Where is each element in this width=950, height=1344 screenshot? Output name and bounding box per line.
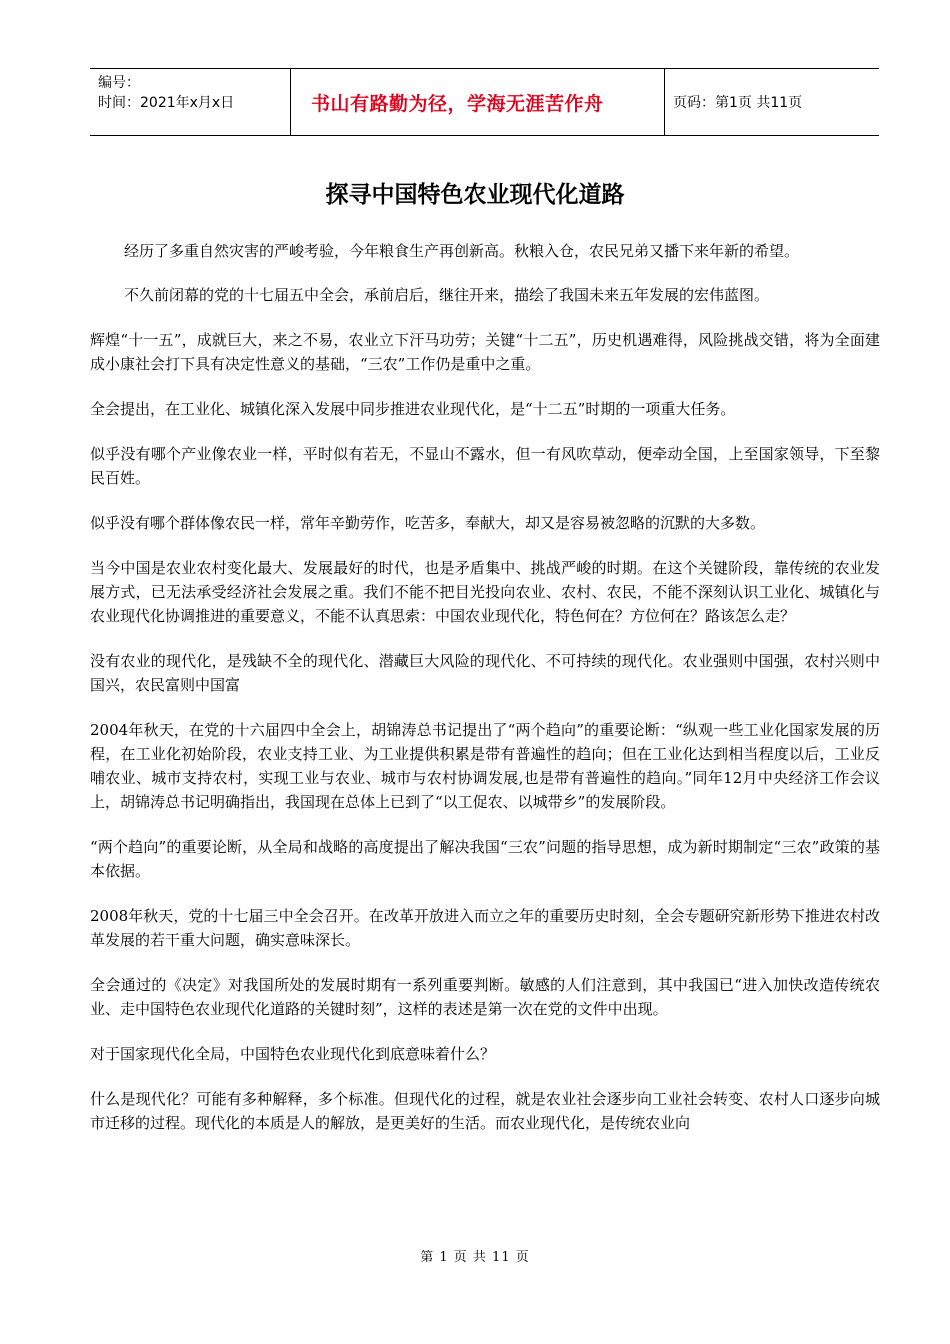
paragraph: 没有农业的现代化，是残缺不全的现代化、潜藏巨大风险的现代化、不可持续的现代化。农业强则中国强，农村兴则中国兴，农民富则中国富 (90, 652, 880, 694)
paragraph: 辉煌“十一五”，成就巨大，来之不易，农业立下汗马功劳；关键“十二五”，历史机遇难得，风险挑战交错，将为全面建成小康社会打下具有决定性意义的基础，“三农”工作仍是重中之重。 (90, 331, 880, 373)
document-title: 探寻中国特色农业现代化道路 (325, 182, 625, 208)
paragraph: 2008年秋天，党的十七届三中全会召开。在改革开放进入而立之年的重要历史时刻，全会专题研究新形势下推进农村改革发展的若干重大问题，确实意味深长。 (90, 907, 880, 949)
header-table (90, 68, 879, 136)
header-motto: 书山有路勤为径，学海无涯苦作舟 (311, 92, 604, 115)
paragraph: 什么是现代化？可能有多种解释，多个标准。但现代化的过程，就是农业社会逐步向工业社会转变、农村人口逐步向城市迁移的过程。现代化的本质是人的解放，是更美好的生活。而农业现代化，是传统农业向 (90, 1090, 880, 1132)
document-body (90, 239, 880, 1156)
header-meta-cell (90, 69, 291, 135)
paragraph: 经历了多重自然灾害的严峻考验，今年粮食生产再创新高。秋粮入仓，农民兄弟又播下来年新的希望。 (124, 242, 800, 260)
header-motto-cell (291, 69, 665, 135)
header-page-label: 页码：第1页 共11页 (673, 95, 803, 111)
paragraph: 似乎没有哪个产业像农业一样，平时似有若无，不显山不露水，但一有风吹草动，便牵动全国，上至国家领导，下至黎民百姓。 (90, 445, 880, 487)
page-footer: 第 1 页 共 11 页 (420, 1250, 530, 1265)
paragraph: 对于国家现代化全局，中国特色农业现代化到底意味着什么？ (90, 1045, 496, 1063)
paragraph: 2004年秋天，在党的十六届四中全会上，胡锦涛总书记提出了“两个趋向”的重要论断：“纵观一些工业化国家发展的历程，在工业化初始阶段，农业支持工业、为工业提供积累是带有普遍性的趋向；但在工业化达到相当程度以后，工业反哺农业、城市支持农村，实现工业与农业、城市与农村协调发展,也是带有普遍性的趋向。”同年12月中央经济工作会议上，胡锦涛总书记明确指出，我国现在总体上已到了“以工促农、以城带乡”的发展阶段。 (90, 721, 880, 811)
paragraph: 似乎没有哪个群体像农民一样，常年辛勤劳作，吃苦多，奉献大，却又是容易被忽略的沉默的大多数。 (90, 514, 766, 532)
header-page-cell (665, 69, 879, 135)
doc-time-label: 时间：2021年x月x日 (98, 95, 235, 111)
paragraph: “两个趋向”的重要论断，从全局和战略的高度提出了解决我国“三农”问题的指导思想，成为新时期制定“三农”政策的基本依据。 (90, 838, 880, 880)
paragraph: 全会通过的《决定》对我国所处的发展时期有一系列重要判断。敏感的人们注意到，其中我国已“进入加快改造传统农业、走中国特色农业现代化道路的关键时刻”，这样的表述是第一次在党的文件中出现。 (90, 976, 880, 1018)
paragraph: 当今中国是农业农村变化最大、发展最好的时代，也是矛盾集中、挑战严峻的时期。在这个关键阶段，靠传统的农业发展方式，已无法承受经济社会发展之重。我们不能不把目光投向农业、农村、农民，不能不深刻认识工业化、城镇化与农业现代化协调推进的重要意义，不能不认真思索：中国农业现代化，特色何在？方位何在？路该怎么走？ (90, 559, 880, 625)
paragraph: 全会提出，在工业化、城镇化深入发展中同步推进农业现代化，是“十二五”时期的一项重大任务。 (90, 400, 736, 418)
paragraph: 不久前闭幕的党的十七届五中全会，承前启后，继往开来，描绘了我国未来五年发展的宏伟蓝图。 (124, 286, 770, 304)
doc-number-label: 编号： (98, 75, 140, 91)
